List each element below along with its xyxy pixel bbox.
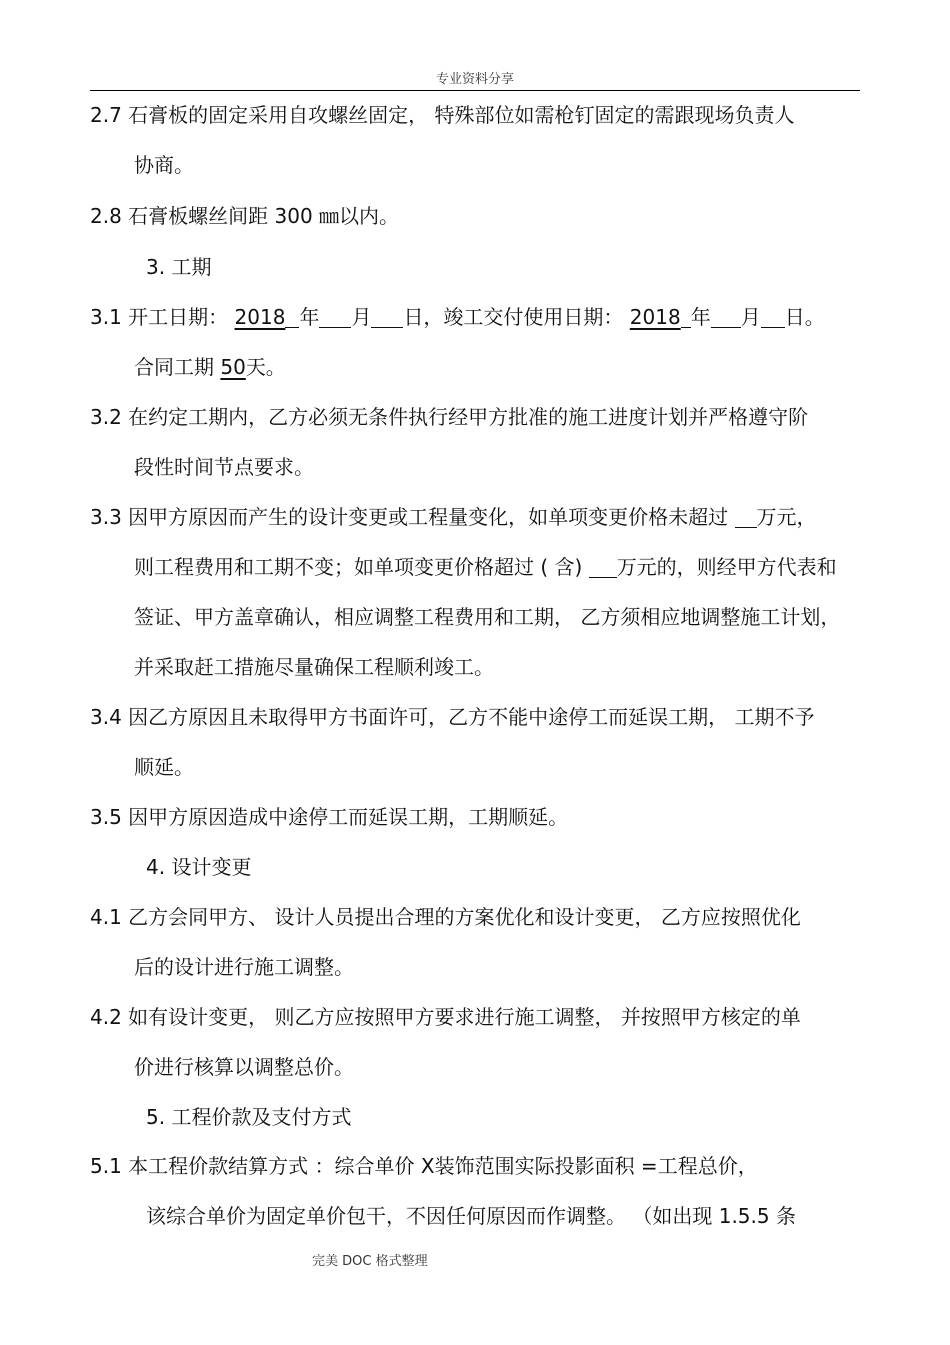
start-year: 2018 xyxy=(234,305,286,329)
contract-period xyxy=(134,353,286,381)
year-label-1: 年 xyxy=(299,305,320,329)
day-label-end: 日。 xyxy=(784,305,825,329)
end-month-blank xyxy=(711,307,741,328)
header-divider xyxy=(90,90,860,91)
clause-3-3-suffix: 万元， xyxy=(756,505,817,529)
clause-4-2: 4.2 如有设计变更， 则乙方应按照甲方要求进行施工调整， 并按照甲方核定的单 xyxy=(90,1005,801,1029)
section-4-title: 4. 设计变更 xyxy=(146,855,252,879)
clause-5-1: 5.1 本工程价款结算方式 ：综合单价 X装饰范围实际投影面积 =工程总价， xyxy=(90,1154,758,1178)
clause-3-3-cont-text: 则工程费用和工期不变；如单项变更价格超过 ( 含) xyxy=(134,555,589,579)
clause-3-1-prefix: 3.1 开工日期： xyxy=(90,305,235,329)
start-year-tail xyxy=(285,307,299,328)
clause-4-1-cont: 后的设计进行施工调整。 xyxy=(134,955,354,979)
contract-period-prefix: 合同工期 xyxy=(134,355,221,379)
page-header: 专业资料分享 xyxy=(435,72,514,87)
clause-2-8: 2.8 石膏板螺丝间距 300 ㎜以内。 xyxy=(90,204,400,228)
amount-blank-2 xyxy=(589,557,617,578)
start-day-blank xyxy=(371,307,403,328)
contract-days: 50 xyxy=(220,355,246,379)
year-label-2: 年 xyxy=(690,305,711,329)
clause-3-2-cont: 段性时间节点要求。 xyxy=(134,455,314,479)
clause-3-3-text: 3.3 因甲方原因而产生的设计变更或工程量变化，如单项变更价格未超过 xyxy=(90,505,735,529)
clause-3-4: 3.4 因乙方原因且未取得甲方书面许可，乙方不能中途停工而延误工期， 工期不予 xyxy=(90,705,815,729)
section-3-title: 3. 工期 xyxy=(146,255,212,279)
clause-5-1-cont: 该综合单价为固定单价包干，不因任何原因而作调整。 （如出现 1.5.5 条 xyxy=(146,1204,796,1228)
clause-2-7: 2.7 石膏板的固定采用自攻螺丝固定， 特殊部位如需枪钉固定的需跟现场负责人 xyxy=(90,103,795,127)
amount-blank-1 xyxy=(735,507,757,528)
clause-3-2: 3.2 在约定工期内，乙方必须无条件执行经甲方批准的施工进度计划并严格遵守阶 xyxy=(90,405,809,429)
clause-3-3-cont-3: 并采取赶工措施尽量确保工程顺利竣工。 xyxy=(134,655,494,679)
clause-3-3-cont-1 xyxy=(134,553,837,581)
start-month-blank xyxy=(319,307,351,328)
month-label-2: 月 xyxy=(740,305,761,329)
clause-3-1 xyxy=(90,303,825,331)
end-year: 2018 xyxy=(629,305,681,329)
clause-4-2-cont: 价进行核算以调整总价。 xyxy=(134,1055,354,1079)
end-day-blank xyxy=(761,307,785,328)
clause-4-1: 4.1 乙方会同甲方、 设计人员提出合理的方案优化和设计变更， 乙方应按照优化 xyxy=(90,905,801,929)
clause-2-7-cont: 协商。 xyxy=(134,153,194,177)
completion-label: 日，竣工交付使用日期： xyxy=(403,305,630,329)
clause-3-3 xyxy=(90,503,817,531)
month-label-1: 月 xyxy=(351,305,372,329)
clause-3-4-cont: 顺延。 xyxy=(134,755,194,779)
end-year-tail xyxy=(681,307,691,328)
page-footer: 完美 DOC 格式整理 xyxy=(312,1254,428,1269)
section-5-title: 5. 工程价款及支付方式 xyxy=(146,1105,352,1129)
clause-3-3-cont-suffix: 万元的，则经甲方代表和 xyxy=(616,555,837,579)
clause-3-5: 3.5 因甲方原因造成中途停工而延误工期，工期顺延。 xyxy=(90,805,569,829)
contract-period-suffix: 天。 xyxy=(245,355,286,379)
clause-3-3-cont-2: 签证、甲方盖章确认，相应调整工程费用和工期， 乙方须相应地调整施工计划， xyxy=(134,605,841,629)
